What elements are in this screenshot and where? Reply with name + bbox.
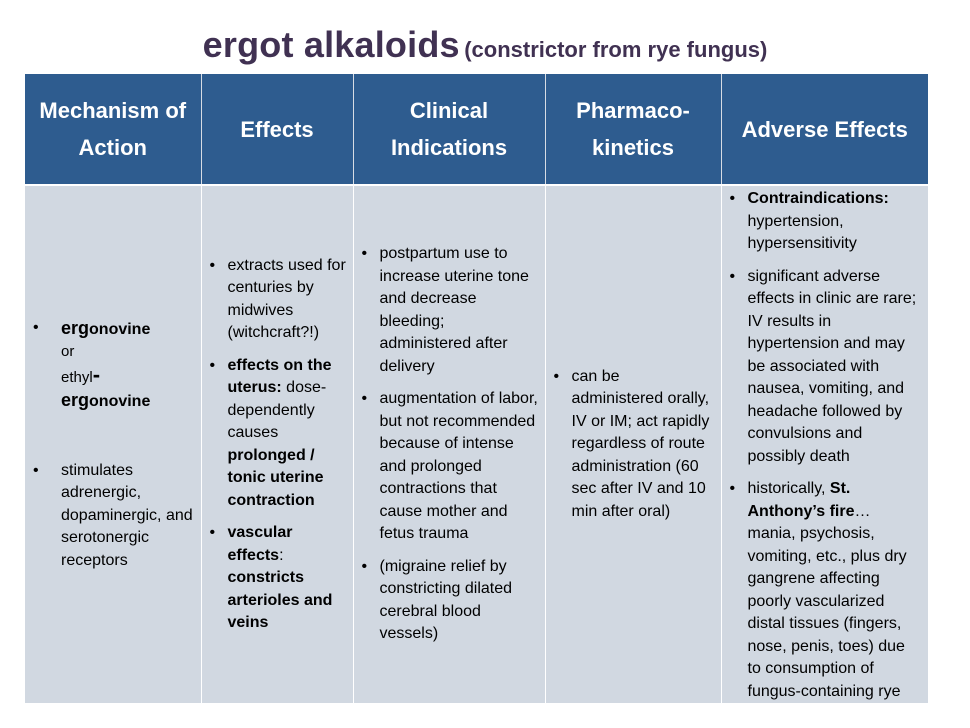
effects-item-1: • extracts used for centuries by midwives (witchcraft?!) [210,255,347,345]
drug-table [25,74,928,703]
header-effects: Effects [201,74,353,185]
adverse-list [730,188,923,703]
mechanism-drugs: • ergonovine or ethyl- ergonovine [33,317,195,414]
cell-pharmaco [545,185,721,703]
slide-title [0,24,970,66]
content-row [25,185,928,703]
cell-clinical [353,185,545,703]
title-subtitle: (constrictor from rye fungus) [464,37,768,62]
adverse-item-2: • significant adverse effects in clinic are rare; IV results in hypertension and may be associated with nausea, vomiting, and headache followed by convulsions and possibly death [730,266,923,469]
header-adverse: Adverse Effects [721,74,928,185]
mechanism-receptors: • stimulates adrenergic, dopaminergic, and serotonergic receptors [33,460,195,573]
adverse-item-3: • historically, St. Anthony’s fire… mania, psychosis, vomiting, etc., plus dry gangrene affecting poorly vascularized distal tissues (fingers, nose, penis, toes) due to consumption of fungus-containing rye [730,478,923,703]
header-pharmaco: Pharmaco- kinetics [545,74,721,185]
clinical-list [362,243,539,646]
mechanism-list [33,317,195,573]
cell-adverse [721,185,928,703]
clinical-item-3: • (migraine relief by constricting dilated cerebral blood vessels) [362,556,539,646]
effects-list [210,255,347,635]
cell-mechanism [25,185,201,703]
title-main: ergot alkaloids [202,24,460,65]
clinical-item-2: • augmentation of labor, but not recommended because of intense and prolonged contractions that cause mother and fetus trauma [362,388,539,546]
effects-item-3: • vascular effects: constricts arterioles and veins [210,522,347,635]
header-mechanism: Mechanism of Action [25,74,201,185]
pharmaco-item-1: • can be administered orally, IV or IM; act rapidly regardless of route administration (60 sec after IV and 10 min after oral) [554,366,715,524]
header-row [25,74,928,185]
adverse-item-1: • Contraindications: hypertension, hypersensitivity [730,188,923,256]
cell-effects [201,185,353,703]
header-clinical: Clinical Indications [353,74,545,185]
pharmaco-list [554,366,715,524]
effects-item-2: • effects on the uterus: dose-dependently causes prolonged / tonic uterine contraction [210,355,347,513]
clinical-item-1: • postpartum use to increase uterine tone and decrease bleeding; administered after delivery [362,243,539,378]
